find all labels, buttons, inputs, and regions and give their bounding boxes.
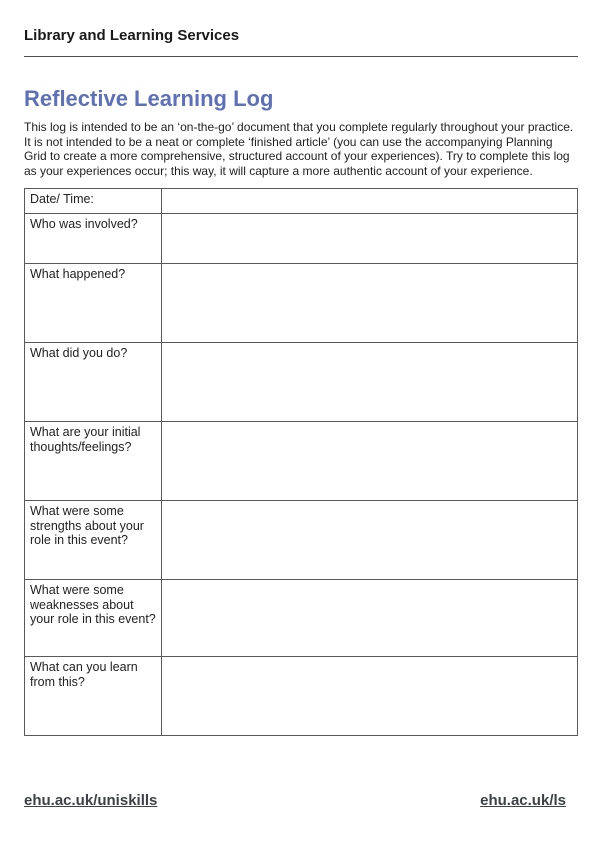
row-value-who-involved[interactable] (162, 214, 577, 263)
footer (24, 792, 566, 809)
table-row (25, 501, 577, 580)
row-value-initial-thoughts[interactable] (162, 422, 577, 500)
table-row (25, 580, 577, 657)
row-value-date-time[interactable] (162, 189, 577, 213)
table-row (25, 657, 577, 735)
row-label-what-learn: What can you learn from this? (25, 657, 162, 735)
reflective-log-table (24, 188, 578, 736)
header-divider (24, 56, 578, 57)
row-label-who-involved: Who was involved? (25, 214, 162, 263)
row-label-what-did-you-do: What did you do? (25, 343, 162, 421)
table-row (25, 343, 577, 422)
row-label-initial-thoughts: What are your initial thoughts/feelings? (25, 422, 162, 500)
row-value-weaknesses[interactable] (162, 580, 577, 656)
intro-paragraph: This log is intended to be an ‘on-the-go’ document that you complete regularly throughout your practice. It is not intended to be a neat or complete ‘finished article’ (you can use the accompanying Planning Grid to create a more comprehensive, structured account of your experiences). Try to complete this log as your experiences occur; this way, it will capture a more authentic account of your experience. (24, 120, 574, 178)
row-label-what-happened: What happened? (25, 264, 162, 342)
row-label-strengths: What were some strengths about your role in this event? (25, 501, 162, 579)
row-value-strengths[interactable] (162, 501, 577, 579)
row-value-what-learn[interactable] (162, 657, 577, 735)
row-label-weaknesses: What were some weaknesses about your role in this event? (25, 580, 162, 656)
row-label-date-time: Date/ Time: (25, 189, 162, 213)
table-row (25, 264, 577, 343)
table-row (25, 214, 577, 264)
ls-link[interactable]: ehu.ac.uk/ls (480, 792, 566, 809)
row-value-what-happened[interactable] (162, 264, 577, 342)
page-title: Reflective Learning Log (24, 86, 274, 111)
page-header: Library and Learning Services (24, 27, 240, 44)
table-row (25, 189, 577, 214)
uniskills-link[interactable]: ehu.ac.uk/uniskills (24, 792, 158, 809)
table-row (25, 422, 577, 501)
row-value-what-did-you-do[interactable] (162, 343, 577, 421)
